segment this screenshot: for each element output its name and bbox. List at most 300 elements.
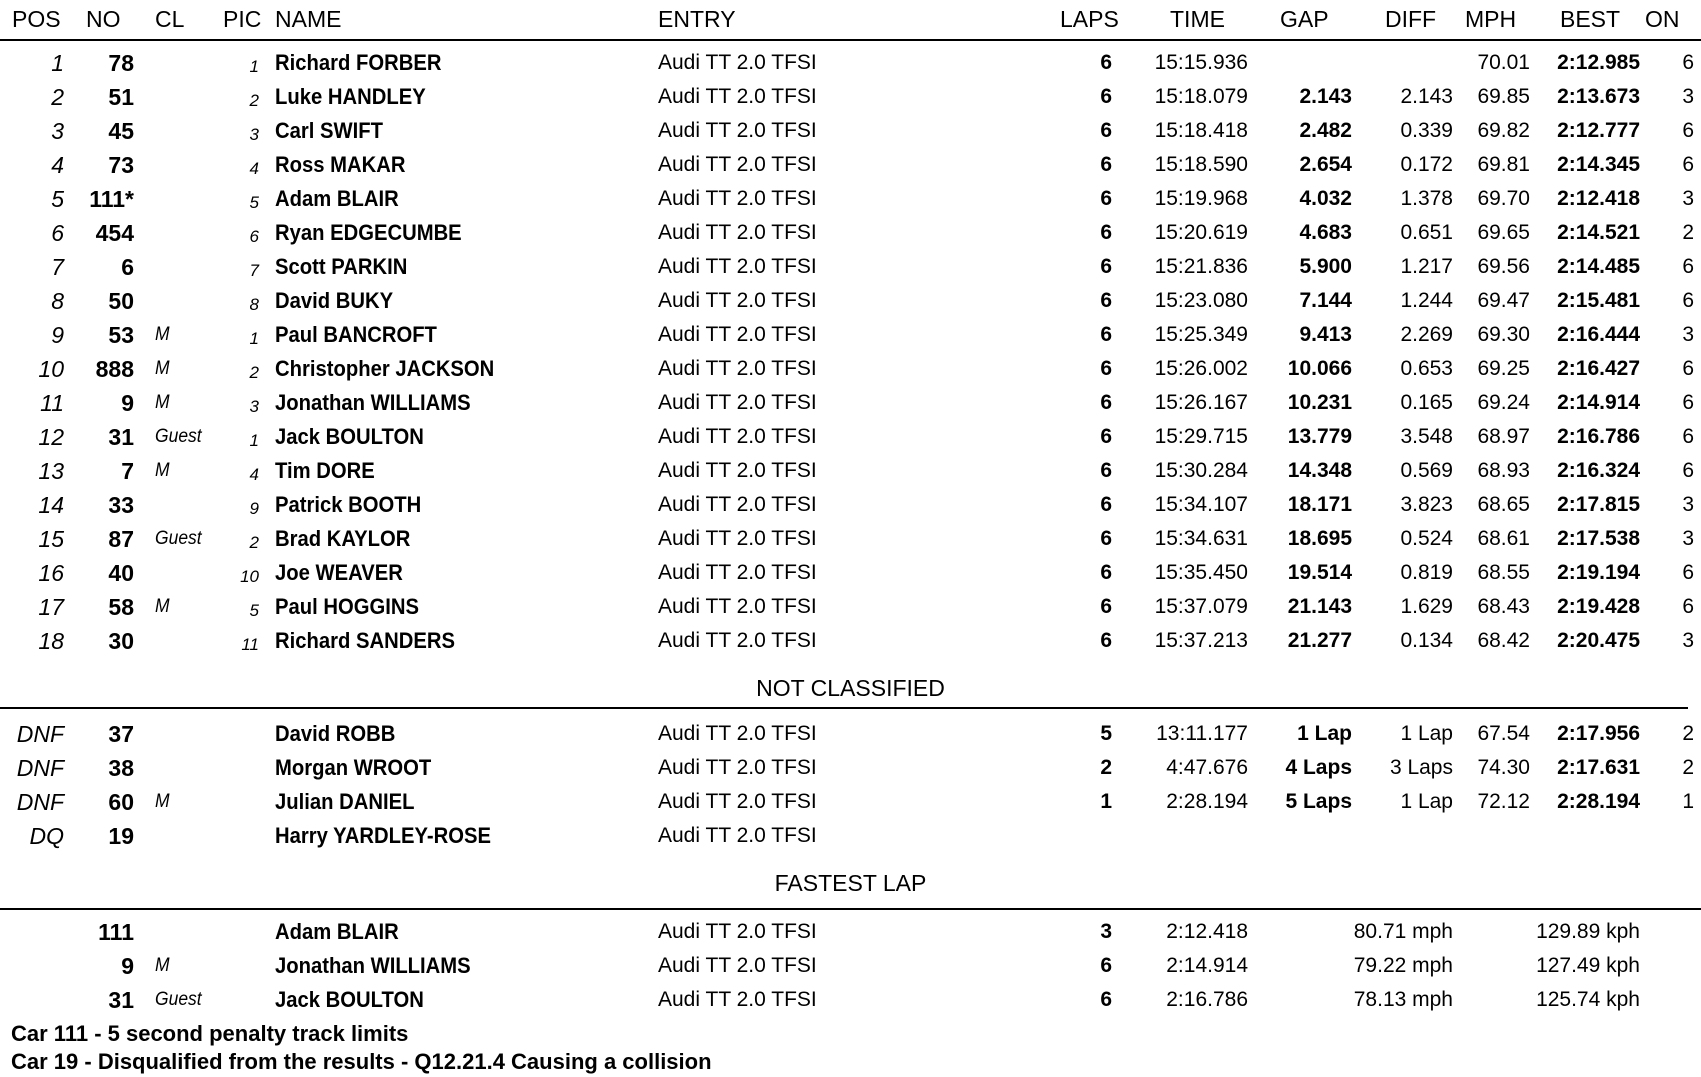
driver-name-cell: Richard FORBER <box>275 50 442 75</box>
car-number-cell: 58 <box>108 594 134 620</box>
laps-cell: 6 <box>1100 85 1112 108</box>
diff-cell: 1 Lap <box>1400 790 1453 813</box>
mph-cell: 74.30 <box>1477 756 1530 779</box>
mph-cell: 69.70 <box>1477 187 1530 210</box>
table-row <box>0 149 1701 181</box>
speed-mph-cell: 78.13 mph <box>1353 988 1453 1011</box>
entry-cell: Audi TT 2.0 TFSI <box>658 153 817 176</box>
car-number-cell: 111 <box>98 919 134 945</box>
table-row <box>0 251 1701 283</box>
diff-cell: 2.269 <box>1400 323 1453 346</box>
best-on-lap-cell: 6 <box>1682 255 1694 278</box>
position-cell: 8 <box>51 288 64 314</box>
gap-cell: 18.171 <box>1287 493 1352 516</box>
best-lap-cell: 2:19.428 <box>1557 595 1640 618</box>
laps-cell <box>1040 820 1112 852</box>
position-cell: DNF <box>16 789 64 815</box>
best-lap-cell: 2:17.956 <box>1557 722 1640 745</box>
gap-cell: 13.779 <box>1287 425 1352 448</box>
speed-kph-cell: 125.74 kph <box>1536 988 1640 1011</box>
diff-cell: 0.172 <box>1400 153 1453 176</box>
car-number-cell: 9 <box>121 390 134 416</box>
best-on-lap-cell: 6 <box>1682 595 1694 618</box>
gap-cell: 4 Laps <box>1285 756 1352 779</box>
car-number-cell: 31 <box>108 987 134 1013</box>
speed-mph-cell: 80.71 mph <box>1353 920 1453 943</box>
driver-name-cell: Adam BLAIR <box>275 186 399 211</box>
gap-cell: 21.143 <box>1287 595 1352 618</box>
entry-cell: Audi TT 2.0 TFSI <box>658 391 817 414</box>
laps-cell: 6 <box>1100 391 1112 414</box>
car-number-cell: 60 <box>108 789 134 815</box>
best-lap-cell: 2:16.324 <box>1557 459 1640 482</box>
lap-number-cell: 3 <box>1100 920 1112 943</box>
position-in-class-cell: 4 <box>249 159 259 178</box>
entry-cell: Audi TT 2.0 TFSI <box>658 824 817 847</box>
position-in-class-cell: 11 <box>241 635 259 654</box>
position-cell: 3 <box>51 118 64 144</box>
car-number-cell: 50 <box>108 288 134 314</box>
fastest-lap-title: FASTEST LAP <box>774 870 927 896</box>
laps-cell: 6 <box>1100 595 1112 618</box>
laps-cell: 6 <box>1100 289 1112 312</box>
car-number-cell: 37 <box>108 721 134 747</box>
header-cl: CL <box>155 6 185 32</box>
table-row <box>0 183 1701 215</box>
mph-cell <box>1460 820 1530 852</box>
table-row <box>0 625 1701 657</box>
mph-cell: 69.82 <box>1477 119 1530 142</box>
position-cell: DNF <box>16 755 64 781</box>
diff-cell: 1 Lap <box>1400 722 1453 745</box>
best-on-lap-cell <box>1650 820 1694 852</box>
header-diff: DIFF <box>1385 6 1437 32</box>
header-name: NAME <box>275 6 342 32</box>
entry-cell: Audi TT 2.0 TFSI <box>658 187 817 210</box>
mph-cell: 69.85 <box>1477 85 1530 108</box>
mph-cell: 70.01 <box>1477 51 1530 74</box>
best-lap-cell: 2:14.521 <box>1557 221 1640 244</box>
car-number-cell: 6 <box>121 254 134 280</box>
position-in-class-cell: 1 <box>249 57 259 76</box>
time-cell: 15:21.836 <box>1154 255 1248 278</box>
time-cell: 4:47.676 <box>1166 756 1248 779</box>
entry-cell: Audi TT 2.0 TFSI <box>658 51 817 74</box>
gap-cell: 2.143 <box>1299 85 1352 108</box>
driver-name-cell: Paul HOGGINS <box>275 594 419 619</box>
header-divider <box>0 39 1701 41</box>
lap-number-cell: 6 <box>1100 954 1112 977</box>
diff-cell: 3.823 <box>1400 493 1453 516</box>
position-in-class-cell <box>200 756 259 788</box>
gap-cell: 4.032 <box>1299 187 1352 210</box>
driver-name-cell: Joe WEAVER <box>275 560 403 585</box>
position-in-class-cell: 5 <box>249 193 259 212</box>
class-cell: M <box>155 955 170 976</box>
table-row <box>0 950 1701 982</box>
header-gap: GAP <box>1280 6 1329 32</box>
diff-cell: 1.244 <box>1400 289 1453 312</box>
class-cell: M <box>155 596 170 617</box>
entry-cell: Audi TT 2.0 TFSI <box>658 425 817 448</box>
entry-cell: Audi TT 2.0 TFSI <box>658 988 817 1011</box>
driver-name-cell: David ROBB <box>275 721 396 746</box>
entry-cell: Audi TT 2.0 TFSI <box>658 920 817 943</box>
table-row <box>0 353 1701 385</box>
car-number-cell: 19 <box>108 823 134 849</box>
position-cell: 10 <box>38 356 64 382</box>
laps-cell: 6 <box>1100 527 1112 550</box>
note-penalty: Car 111 - 5 second penalty track limits <box>11 1021 409 1046</box>
position-cell: 9 <box>51 322 64 348</box>
best-lap-cell: 2:17.815 <box>1557 493 1640 516</box>
driver-name-cell: Julian DANIEL <box>275 789 415 814</box>
driver-name-cell: David BUKY <box>275 288 394 313</box>
diff-cell: 1.217 <box>1400 255 1453 278</box>
entry-cell: Audi TT 2.0 TFSI <box>658 289 817 312</box>
diff-cell: 0.165 <box>1400 391 1453 414</box>
gap-cell: 5 Laps <box>1285 790 1352 813</box>
diff-cell: 0.651 <box>1400 221 1453 244</box>
time-cell: 13:11.177 <box>1156 722 1248 745</box>
time-cell: 15:26.002 <box>1154 357 1248 380</box>
time-cell: 15:23.080 <box>1154 289 1248 312</box>
driver-name-cell: Tim DORE <box>275 458 375 483</box>
time-cell: 15:37.213 <box>1154 629 1248 652</box>
best-on-lap-cell: 6 <box>1682 153 1694 176</box>
diff-cell: 0.339 <box>1400 119 1453 142</box>
entry-cell: Audi TT 2.0 TFSI <box>658 561 817 584</box>
entry-cell: Audi TT 2.0 TFSI <box>658 595 817 618</box>
car-number-cell: 51 <box>108 84 134 110</box>
best-on-lap-cell: 3 <box>1682 323 1694 346</box>
driver-name-cell: Jack BOULTON <box>275 987 424 1012</box>
position-cell: 6 <box>51 220 64 246</box>
laps-cell: 6 <box>1100 459 1112 482</box>
best-lap-cell: 2:12.418 <box>1557 187 1640 210</box>
table-row <box>0 523 1701 555</box>
table-row <box>0 115 1701 147</box>
best-on-lap-cell: 2 <box>1682 722 1694 745</box>
table-row <box>0 217 1701 249</box>
best-lap-cell: 2:14.485 <box>1557 255 1640 278</box>
position-cell: 18 <box>38 628 64 654</box>
entry-cell: Audi TT 2.0 TFSI <box>658 790 817 813</box>
best-lap-cell: 2:14.914 <box>1557 391 1640 414</box>
position-cell: 15 <box>38 526 64 552</box>
entry-cell: Audi TT 2.0 TFSI <box>658 527 817 550</box>
position-in-class-cell: 3 <box>249 125 259 144</box>
diff-cell <box>1365 820 1453 852</box>
position-in-class-cell <box>200 790 259 822</box>
entry-cell: Audi TT 2.0 TFSI <box>658 323 817 346</box>
entry-cell: Audi TT 2.0 TFSI <box>658 722 817 745</box>
class-cell <box>155 916 219 948</box>
header-pos: POS <box>12 6 61 32</box>
time-cell: 15:18.418 <box>1154 119 1248 142</box>
car-number-cell: 9 <box>121 953 134 979</box>
driver-name-cell: Ross MAKAR <box>275 152 406 177</box>
position-cell: 12 <box>38 424 64 450</box>
car-number-cell: 78 <box>108 50 134 76</box>
diff-cell <box>1365 47 1453 79</box>
gap-cell: 2.482 <box>1299 119 1352 142</box>
best-on-lap-cell: 6 <box>1682 357 1694 380</box>
car-number-cell: 454 <box>95 220 134 246</box>
laps-cell: 5 <box>1100 722 1112 745</box>
class-cell: M <box>155 324 170 345</box>
diff-cell: 1.629 <box>1400 595 1453 618</box>
header-on: ON <box>1645 6 1680 32</box>
mph-cell: 69.56 <box>1477 255 1530 278</box>
header-time: TIME <box>1170 6 1225 32</box>
car-number-cell: 31 <box>108 424 134 450</box>
position-in-class-cell: 6 <box>249 227 259 246</box>
position-in-class-cell <box>200 824 259 856</box>
position-in-class-cell: 7 <box>249 261 259 280</box>
best-on-lap-cell: 1 <box>1682 790 1694 813</box>
position-in-class-cell: 4 <box>249 465 259 484</box>
best-lap-cell: 2:28.194 <box>1557 790 1640 813</box>
driver-name-cell: Ryan EDGECUMBE <box>275 220 462 245</box>
best-on-lap-cell: 2 <box>1682 221 1694 244</box>
gap-cell: 21.277 <box>1287 629 1352 652</box>
header-best: BEST <box>1560 6 1621 32</box>
lap-time-cell: 2:12.418 <box>1166 920 1248 943</box>
position-cell: DQ <box>29 823 64 849</box>
fastest-lap-divider <box>0 908 1701 910</box>
gap-cell: 10.066 <box>1287 357 1352 380</box>
table-row <box>0 786 1701 818</box>
car-number-cell: 33 <box>108 492 134 518</box>
laps-cell: 6 <box>1100 187 1112 210</box>
note-disqualification: Car 19 - Disqualified from the results - Q12.21.4 Causing a collision <box>11 1049 712 1074</box>
position-in-class-cell: 9 <box>249 499 259 518</box>
driver-name-cell: Scott PARKIN <box>275 254 408 279</box>
not-classified-title: NOT CLASSIFIED <box>756 675 945 701</box>
position-in-class-cell: 5 <box>249 601 259 620</box>
car-number-cell: 53 <box>108 322 134 348</box>
best-lap-cell: 2:17.538 <box>1557 527 1640 550</box>
speed-kph-cell: 127.49 kph <box>1536 954 1640 977</box>
position-in-class-cell: 1 <box>249 329 259 348</box>
driver-name-cell: Richard SANDERS <box>275 628 455 653</box>
laps-cell: 6 <box>1100 153 1112 176</box>
driver-name-cell: Patrick BOOTH <box>275 492 422 517</box>
time-cell: 15:30.284 <box>1154 459 1248 482</box>
lap-number-cell: 6 <box>1100 988 1112 1011</box>
header-mph: MPH <box>1465 6 1517 32</box>
best-on-lap-cell: 3 <box>1682 629 1694 652</box>
table-row <box>0 557 1701 589</box>
best-on-lap-cell: 3 <box>1682 187 1694 210</box>
best-on-lap-cell: 6 <box>1682 391 1694 414</box>
mph-cell: 68.93 <box>1477 459 1530 482</box>
time-cell: 15:19.968 <box>1154 187 1248 210</box>
table-row <box>0 81 1701 113</box>
gap-cell <box>1260 820 1352 852</box>
time-cell: 15:18.590 <box>1154 153 1248 176</box>
class-cell: M <box>155 358 170 379</box>
best-on-lap-cell: 2 <box>1682 756 1694 779</box>
position-in-class-cell: 2 <box>249 363 259 382</box>
laps-cell: 6 <box>1100 323 1112 346</box>
laps-cell: 6 <box>1100 493 1112 516</box>
position-in-class-cell: 8 <box>249 295 259 314</box>
driver-name-cell: Christopher JACKSON <box>275 356 495 381</box>
time-cell: 15:34.107 <box>1154 493 1248 516</box>
mph-cell: 69.24 <box>1477 391 1530 414</box>
laps-cell: 6 <box>1100 561 1112 584</box>
driver-name-cell: Carl SWIFT <box>275 118 383 143</box>
best-on-lap-cell: 6 <box>1682 51 1694 74</box>
gap-cell <box>1260 47 1352 79</box>
mph-cell: 68.65 <box>1477 493 1530 516</box>
diff-cell: 1.378 <box>1400 187 1453 210</box>
best-lap-cell: 2:12.777 <box>1557 119 1640 142</box>
car-number-cell: 73 <box>108 152 134 178</box>
entry-cell: Audi TT 2.0 TFSI <box>658 629 817 652</box>
class-cell: M <box>155 791 170 812</box>
position-cell: 16 <box>38 560 64 586</box>
car-number-cell: 7 <box>121 458 134 484</box>
mph-cell: 68.43 <box>1477 595 1530 618</box>
laps-cell: 6 <box>1100 221 1112 244</box>
best-lap-cell: 2:13.673 <box>1557 85 1640 108</box>
diff-cell: 0.569 <box>1400 459 1453 482</box>
position-cell: 7 <box>51 254 64 280</box>
best-on-lap-cell: 6 <box>1682 425 1694 448</box>
entry-cell: Audi TT 2.0 TFSI <box>658 756 817 779</box>
time-cell: 15:37.079 <box>1154 595 1248 618</box>
table-row <box>0 421 1701 453</box>
class-cell: Guest <box>155 528 202 549</box>
time-cell <box>1120 820 1248 852</box>
car-number-cell: 40 <box>108 560 134 586</box>
entry-cell: Audi TT 2.0 TFSI <box>658 357 817 380</box>
diff-cell: 0.653 <box>1400 357 1453 380</box>
diff-cell: 3.548 <box>1400 425 1453 448</box>
diff-cell: 0.819 <box>1400 561 1453 584</box>
time-cell: 15:20.619 <box>1154 221 1248 244</box>
mph-cell: 72.12 <box>1477 790 1530 813</box>
position-cell: 2 <box>51 84 64 110</box>
best-on-lap-cell: 3 <box>1682 493 1694 516</box>
best-on-lap-cell: 6 <box>1682 119 1694 142</box>
mph-cell: 69.65 <box>1477 221 1530 244</box>
table-row <box>0 718 1701 750</box>
gap-cell: 19.514 <box>1287 561 1352 584</box>
class-cell: M <box>155 460 170 481</box>
laps-cell: 6 <box>1100 357 1112 380</box>
table-row <box>0 387 1701 419</box>
gap-cell: 14.348 <box>1287 459 1352 482</box>
laps-cell: 6 <box>1100 119 1112 142</box>
position-in-class-cell: 10 <box>240 567 259 586</box>
table-row <box>0 984 1701 1016</box>
driver-name-cell: Adam BLAIR <box>275 919 399 944</box>
position-in-class-cell <box>200 722 259 754</box>
time-cell: 15:15.936 <box>1154 51 1248 74</box>
entry-cell: Audi TT 2.0 TFSI <box>658 255 817 278</box>
mph-cell: 69.25 <box>1477 357 1530 380</box>
gap-cell: 9.413 <box>1299 323 1352 346</box>
best-on-lap-cell: 3 <box>1682 85 1694 108</box>
table-row <box>0 591 1701 623</box>
mph-cell: 69.47 <box>1477 289 1530 312</box>
position-cell: 4 <box>51 152 64 178</box>
diff-cell: 0.524 <box>1400 527 1453 550</box>
position-cell: 17 <box>38 594 64 620</box>
best-lap-cell: 2:16.427 <box>1557 357 1640 380</box>
table-row <box>0 285 1701 317</box>
position-cell: 5 <box>51 186 64 212</box>
time-cell: 15:35.450 <box>1154 561 1248 584</box>
position-cell: 11 <box>40 390 64 416</box>
best-lap-cell: 2:20.475 <box>1557 629 1640 652</box>
table-row <box>0 489 1701 521</box>
driver-name-cell: Brad KAYLOR <box>275 526 411 551</box>
header-entry: ENTRY <box>658 6 736 32</box>
class-cell: M <box>155 392 170 413</box>
gap-cell: 2.654 <box>1299 153 1352 176</box>
speed-mph-cell: 79.22 mph <box>1353 954 1453 977</box>
laps-cell: 6 <box>1100 51 1112 74</box>
best-lap-cell: 2:17.631 <box>1557 756 1640 779</box>
car-number-cell: 888 <box>95 356 134 382</box>
car-number-cell: 38 <box>108 755 134 781</box>
entry-cell: Audi TT 2.0 TFSI <box>658 119 817 142</box>
diff-cell: 2.143 <box>1400 85 1453 108</box>
gap-cell: 7.144 <box>1299 289 1352 312</box>
gap-cell: 10.231 <box>1287 391 1352 414</box>
position-cell: 13 <box>38 458 64 484</box>
car-number-cell: 30 <box>108 628 134 654</box>
mph-cell: 67.54 <box>1477 722 1530 745</box>
table-row <box>0 820 1701 852</box>
best-on-lap-cell: 3 <box>1682 527 1694 550</box>
best-lap-cell <box>1540 820 1640 852</box>
header-laps: LAPS <box>1060 6 1119 32</box>
best-lap-cell: 2:16.786 <box>1557 425 1640 448</box>
best-lap-cell: 2:12.985 <box>1557 51 1640 74</box>
driver-name-cell: Jonathan WILLIAMS <box>275 953 471 978</box>
laps-cell: 6 <box>1100 629 1112 652</box>
mph-cell: 68.55 <box>1477 561 1530 584</box>
car-number-cell: 87 <box>108 526 134 552</box>
car-number-cell: 111* <box>89 186 134 212</box>
laps-cell: 1 <box>1100 790 1112 813</box>
driver-name-cell: Paul BANCROFT <box>275 322 437 347</box>
mph-cell: 69.81 <box>1477 153 1530 176</box>
gap-cell: 4.683 <box>1299 221 1352 244</box>
time-cell: 15:18.079 <box>1154 85 1248 108</box>
time-cell: 15:34.631 <box>1154 527 1248 550</box>
car-number-cell: 45 <box>108 118 134 144</box>
entry-cell: Audi TT 2.0 TFSI <box>658 459 817 482</box>
entry-cell: Audi TT 2.0 TFSI <box>658 85 817 108</box>
mph-cell: 68.61 <box>1477 527 1530 550</box>
entry-cell: Audi TT 2.0 TFSI <box>658 221 817 244</box>
gap-cell: 1 Lap <box>1297 722 1352 745</box>
driver-name-cell: Jack BOULTON <box>275 424 424 449</box>
table-row <box>0 916 1701 948</box>
best-on-lap-cell: 6 <box>1682 289 1694 312</box>
gap-cell: 5.900 <box>1299 255 1352 278</box>
best-lap-cell: 2:19.194 <box>1557 561 1640 584</box>
mph-cell: 69.30 <box>1477 323 1530 346</box>
speed-kph-cell: 129.89 kph <box>1536 920 1640 943</box>
